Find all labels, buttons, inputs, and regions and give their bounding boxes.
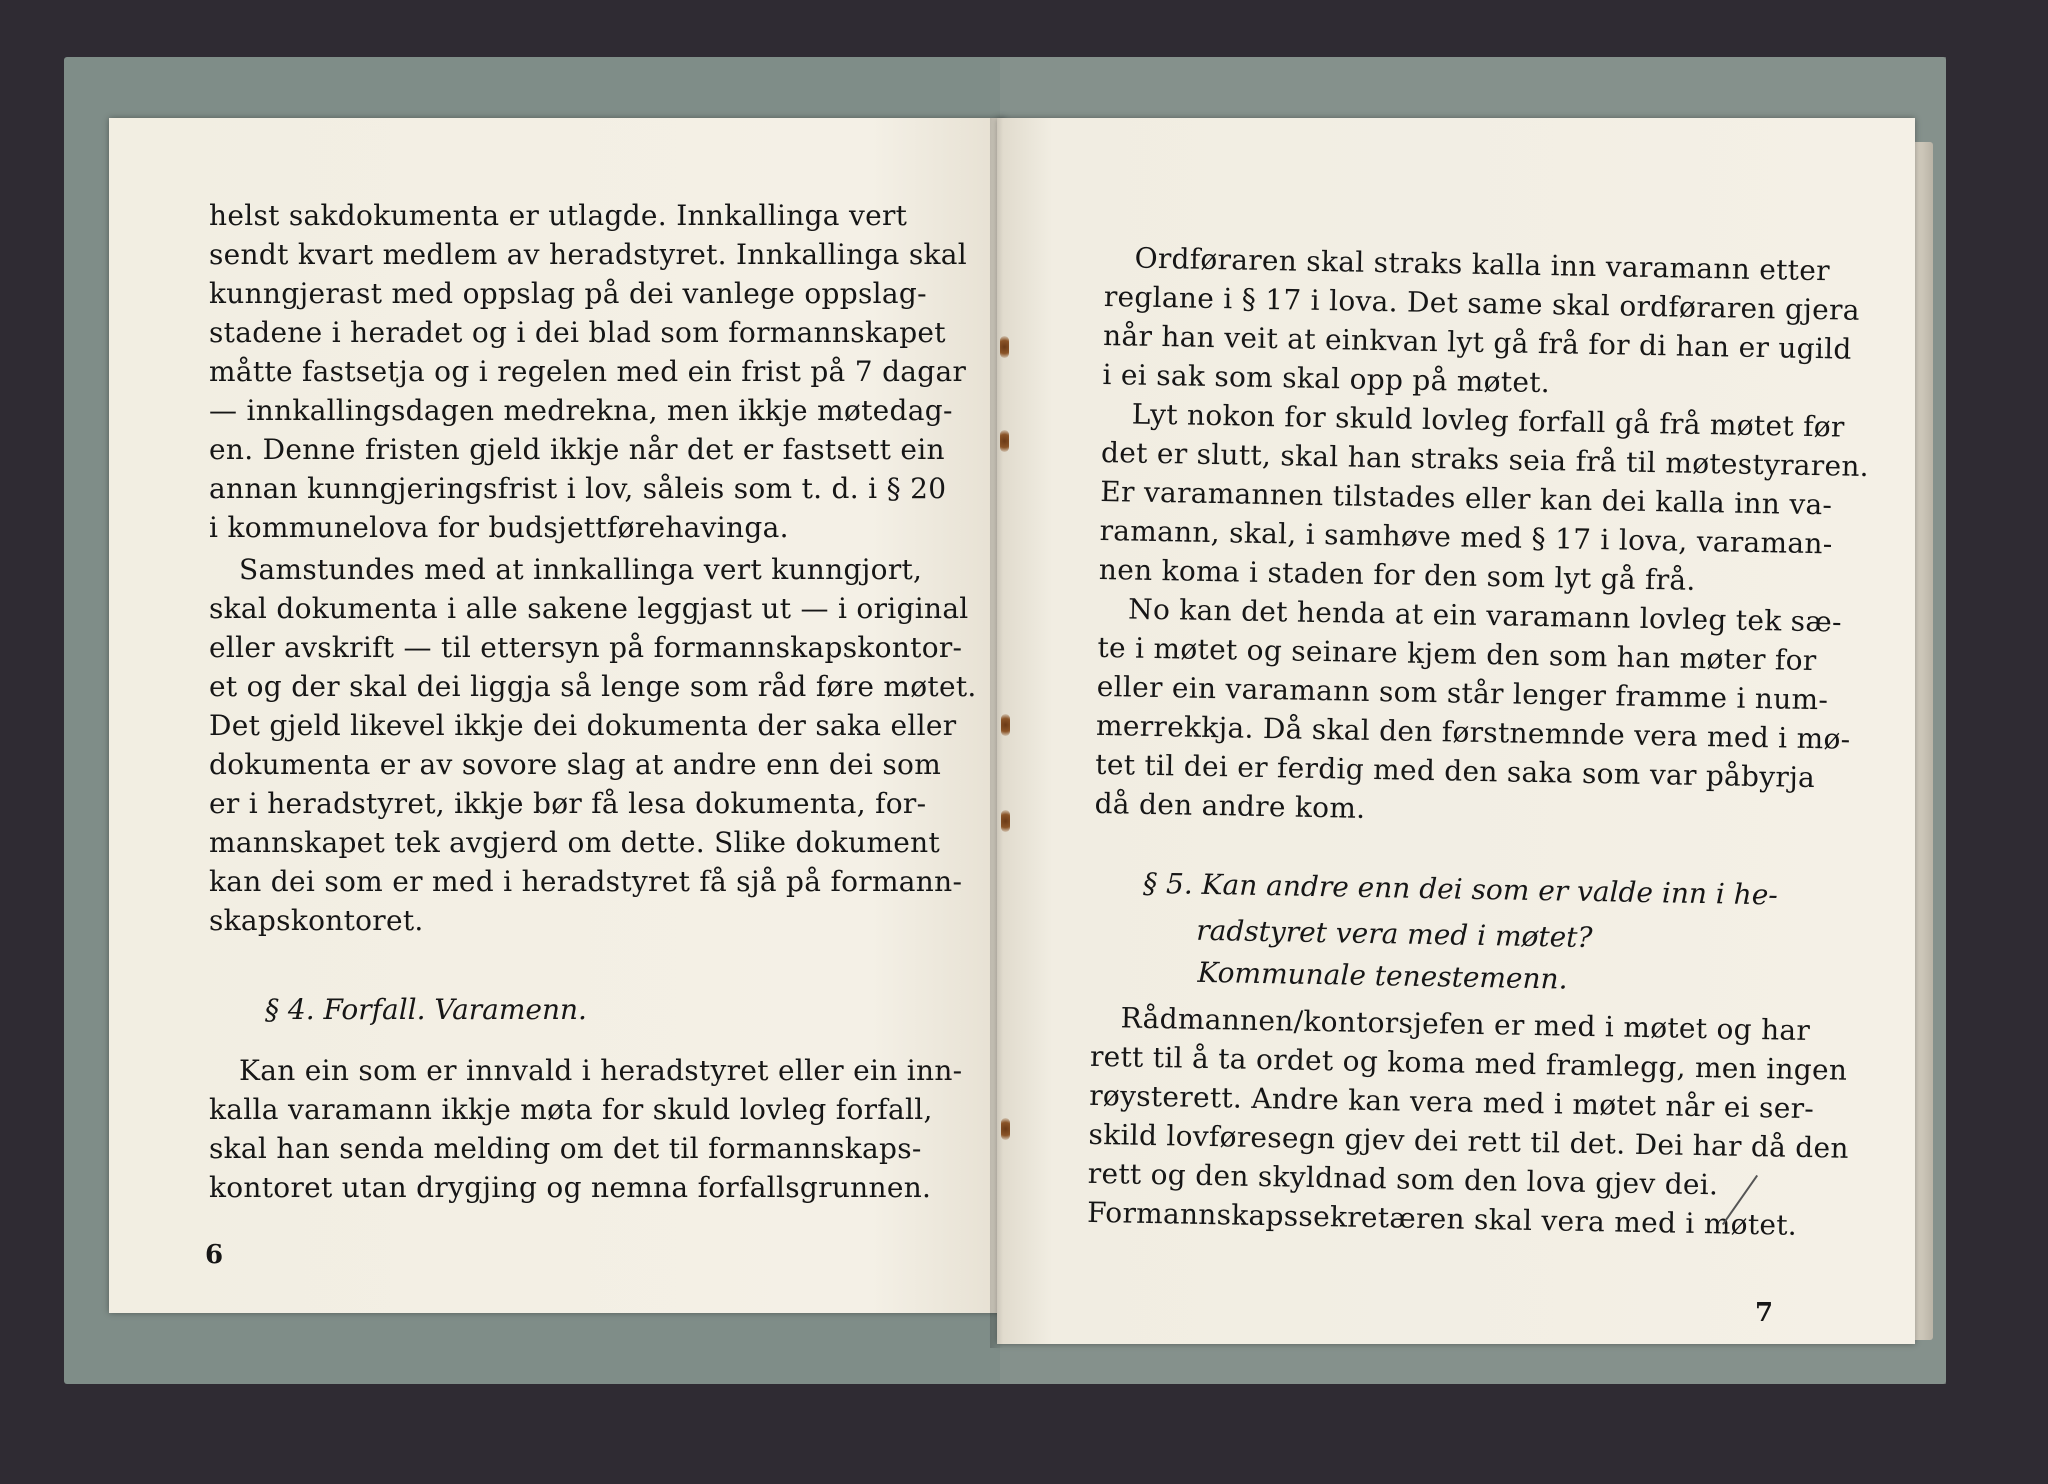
text-line: det er slutt, skal han straks seia frå til møtestyraren.	[1100, 435, 1870, 484]
text-line: tet til dei er ferdig med den saka som var påbyrja	[1095, 747, 1816, 795]
section-heading-5-cont: radstyret vera med i møtet?	[1196, 913, 1593, 955]
text-line: kalla varamann ikkje møta for skuld lovleg forfall,	[209, 1093, 933, 1126]
text-line: eller ein varamann som står lenger framme i num-	[1096, 669, 1829, 717]
text-line: skapskontoret.	[209, 904, 424, 937]
left-page	[109, 118, 1005, 1313]
text-line: Rådmannen/kontorsjefen er med i møtet og har	[1120, 1001, 1811, 1048]
left-paragraph-1	[209, 196, 967, 547]
text-line: mannskapet tek avgjerd om dette. Slike dokument	[209, 826, 941, 859]
text-line: Det gjeld likevel ikkje dei dokumenta der saka eller	[209, 709, 957, 742]
text-line: eller avskrift — til ettersyn på formannskapskontor-	[209, 631, 963, 664]
rust-stain	[1001, 714, 1010, 736]
text-line: då den andre kom.	[1094, 786, 1366, 825]
rust-stain	[1000, 430, 1009, 452]
text-line: sendt kvart medlem av heradstyret. Innkallinga skal	[209, 238, 968, 271]
text-line: når han veit at einkvan lyt gå frå for di han er ugild	[1102, 318, 1852, 366]
right-paragraph-3	[1094, 589, 1853, 837]
page-stack-edge	[1915, 142, 1933, 1340]
text-line: en. Denne fristen gjeld ikkje når det er fastsett ein	[209, 433, 945, 466]
rust-stain	[1001, 810, 1010, 832]
text-line: er i heradstyret, ikkje bør få lesa dokumenta, for-	[209, 787, 927, 820]
text-line: rett til å ta ordet og koma med framlegg, men ingen	[1089, 1039, 1848, 1087]
text-line: ramann, skal, i samhøve med § 17 i lova, varaman-	[1099, 513, 1833, 561]
right-paragraph-2	[1099, 394, 1870, 603]
text-line: stadene i heradet og i dei blad som formannskapet	[209, 316, 946, 349]
section-subheading: Kommunale tenestemenn.	[1197, 955, 1568, 996]
text-line: annan kunngjeringsfrist i lov, såleis som t. d. i § 20	[209, 472, 947, 505]
text-line: No kan det henda at ein varamann lovleg tek sæ-	[1127, 592, 1843, 639]
page-number-right: 7	[1755, 1298, 1774, 1328]
text-line: skal han senda melding om det til formannskaps-	[209, 1132, 922, 1165]
text-line: merrekkja. Då skal den førstnemnde vera med i mø-	[1095, 708, 1851, 756]
text-line: i ei sak som skal opp på møtet.	[1102, 357, 1551, 400]
right-paragraph-1	[1102, 238, 1861, 408]
page-number-left: 6	[205, 1240, 224, 1270]
right-paragraph-4	[1087, 998, 1851, 1207]
rust-stain	[1001, 1118, 1010, 1140]
text-line: reglane i § 17 i lova. Det same skal ordføraren gjera	[1103, 279, 1861, 327]
text-line: dokumenta er av sovore slag at andre enn dei som	[209, 748, 942, 781]
left-paragraph-2	[209, 550, 977, 940]
text-line: Ordføraren skal straks kalla inn varamann etter	[1134, 241, 1831, 288]
text-line: skal dokumenta i alle sakene leggjast ut — i original	[209, 592, 969, 625]
text-line: — innkallingsdagen medrekna, men ikkje møtedag-	[209, 394, 953, 427]
text-line: rett og den skyldnad som den lova gjev dei.	[1087, 1156, 1719, 1202]
text-line: Kan ein som er innvald i heradstyret eller ein inn-	[239, 1054, 963, 1087]
text-line: Er varamannen tilstades eller kan dei kalla inn va-	[1100, 474, 1833, 522]
text-line: Samstundes med at innkallinga vert kunngjort,	[239, 553, 923, 586]
right-page	[997, 118, 1915, 1344]
text-line: måtte fastsetja og i regelen med ein frist på 7 dagar	[209, 355, 967, 388]
left-paragraph-3	[209, 1051, 962, 1207]
section-heading-5: § 5. Kan andre enn dei som er valde inn i he-	[1142, 866, 1779, 912]
text-line: skild lovføresegn gjev dei rett til det. Dei har då den	[1088, 1117, 1850, 1165]
text-line: helst sakdokumenta er utlagde. Innkallinga vert	[209, 199, 908, 232]
text-line: kan dei som er med i heradstyret få sjå på formann-	[209, 865, 963, 898]
text-line: i kommunelova for budsjettførehavinga.	[209, 511, 789, 544]
text-line: kontoret utan drygjing og nemna forfallsgrunnen.	[209, 1171, 932, 1204]
text-line: nen koma i staden for den som lyt gå frå.	[1098, 552, 1696, 597]
text-line: kunngjerast med oppslag på dei vanlege oppslag-	[209, 277, 927, 310]
section-heading-4: § 4. Forfall. Varamenn.	[265, 993, 587, 1026]
text-line: røysterett. Andre kan vera med i møtet når ei ser-	[1088, 1078, 1815, 1126]
text-line: Formannskapssekretæren skal vera med i møtet.	[1086, 1195, 1798, 1242]
rust-stain	[1000, 336, 1009, 358]
text-line: te i møtet og seinare kjem den som han møter for	[1097, 630, 1817, 678]
text-line: et og der skal dei liggja så lenge som råd føre møtet.	[209, 670, 977, 703]
text-line: Lyt nokon for skuld lovleg forfall gå frå møtet før	[1131, 397, 1845, 444]
right-page-text-area	[1085, 238, 1905, 1352]
